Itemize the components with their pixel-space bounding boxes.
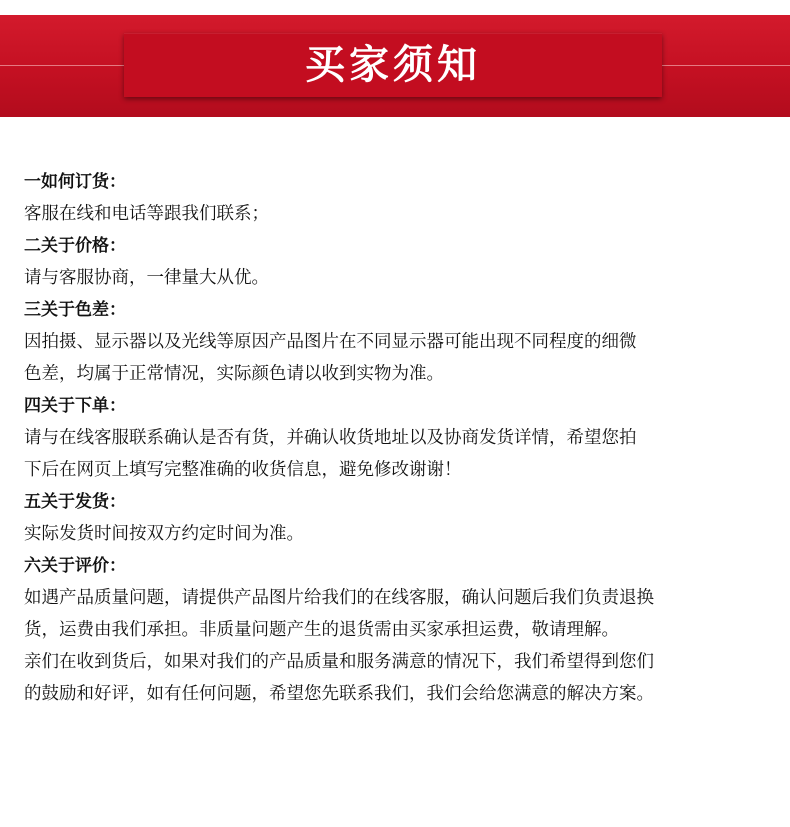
section-text-line: 如遇产品质量问题，请提供产品图片给我们的在线客服，确认问题后我们负责退换 [24,588,654,608]
notice-content [24,166,776,710]
title-box [124,33,662,97]
section-text-line: 客服在线和电话等跟我们联系； [24,204,269,224]
section-text-line: 请与客服协商，一律量大从优。 [24,268,269,288]
section-heading-review: 六关于评价： [24,556,126,576]
section-text-line: 因拍摄、显示器以及光线等原因产品图片在不同显示器可能出现不同程度的细微 [24,332,637,352]
banner-divider-right [662,65,790,66]
section-heading-price: 二关于价格： [24,236,126,256]
section-heading-order: 四关于下单： [24,396,126,416]
banner-divider-left [0,65,124,66]
section-heading-shipping: 五关于发货： [24,492,126,512]
section-heading-ordering: 一如何订货： [24,172,126,192]
page-title: 买家须知 [305,42,481,88]
section-text-line: 请与在线客服联系确认是否有货，并确认收货地址以及协商发货详情，希望您拍 [24,428,637,448]
section-text-line: 货，运费由我们承担。非质量问题产生的退货需由买家承担运费，敬请理解。 [24,620,619,640]
section-text-line: 亲们在收到货后，如果对我们的产品质量和服务满意的情况下，我们希望得到您们 [24,652,654,672]
section-heading-color: 三关于色差： [24,300,126,320]
section-text-line: 色差，均属于正常情况，实际颜色请以收到实物为准。 [24,364,444,384]
section-text-line: 的鼓励和好评，如有任何问题，希望您先联系我们，我们会给您满意的解决方案。 [24,684,654,704]
header-banner [0,15,790,117]
section-text-line: 实际发货时间按双方约定时间为准。 [24,524,304,544]
section-text-line: 下后在网页上填写完整准确的收货信息，避免修改谢谢！ [24,460,462,480]
